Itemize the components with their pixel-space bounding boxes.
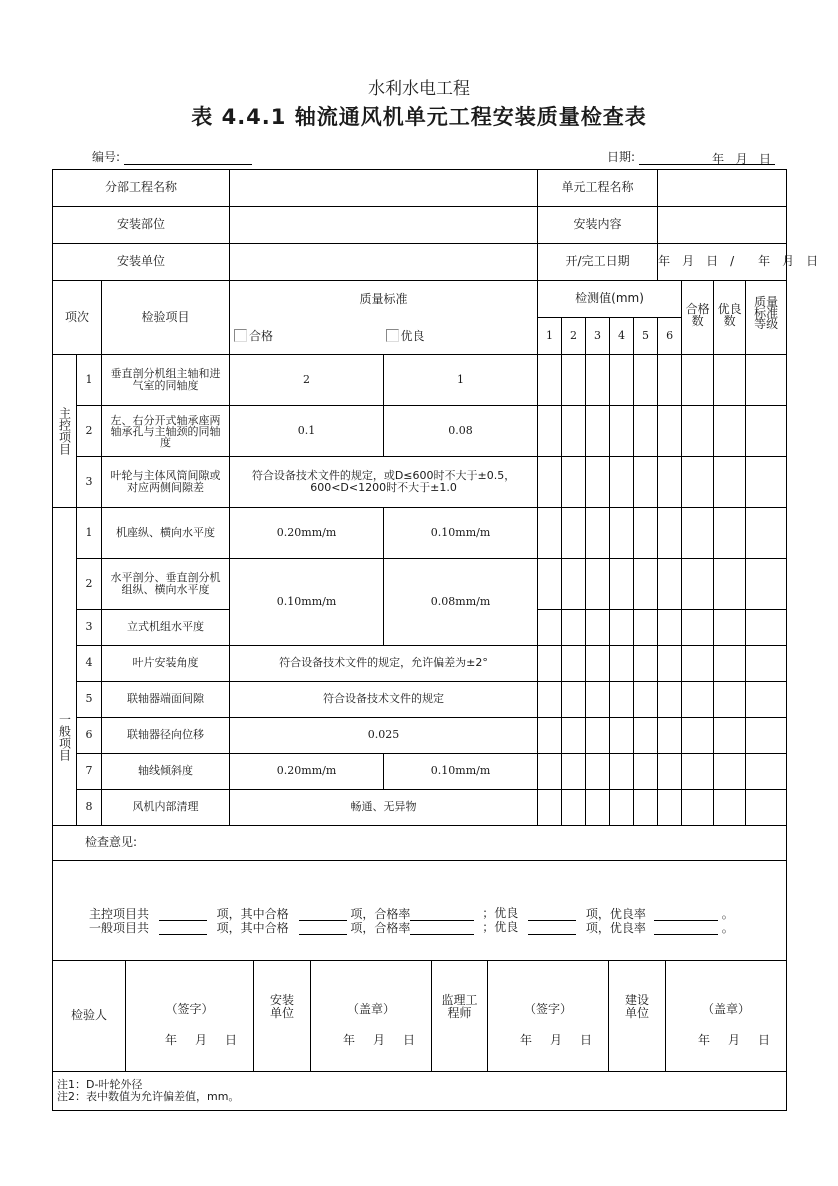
table-row bbox=[53, 754, 787, 790]
main-control-group-label: 主控项目 bbox=[53, 355, 77, 508]
supervisor-date: 年 月 日 bbox=[519, 1033, 592, 1047]
division-name-label: 分部工程名称 bbox=[53, 170, 230, 207]
owner-unit-label: 建设单位 bbox=[609, 961, 666, 1072]
pass-count-cell[interactable] bbox=[682, 457, 714, 508]
measure-cell[interactable] bbox=[562, 457, 586, 508]
installer-date: 年 月 日 bbox=[342, 1033, 415, 1047]
measure-cell[interactable] bbox=[586, 718, 610, 754]
measure-cell[interactable] bbox=[562, 790, 586, 826]
measure-cell[interactable] bbox=[538, 457, 562, 508]
info-row-division bbox=[53, 170, 787, 207]
pass-count-header: 合格数 bbox=[682, 281, 714, 355]
item-no: 3 bbox=[77, 610, 102, 646]
measure-cell[interactable] bbox=[586, 682, 610, 718]
item-no: 7 bbox=[77, 754, 102, 790]
grade-cell[interactable] bbox=[746, 559, 787, 610]
info-row-installer bbox=[53, 244, 787, 281]
pass-count-cell[interactable] bbox=[682, 559, 714, 610]
measure-cell[interactable] bbox=[538, 355, 562, 406]
grade-cell[interactable] bbox=[746, 610, 787, 646]
table-row bbox=[53, 559, 787, 610]
measure-col-3: 3 bbox=[586, 318, 610, 355]
item-name: 机座纵、横向水平度 bbox=[102, 508, 230, 559]
table-row bbox=[53, 682, 787, 718]
item-name: 垂直剖分机组主轴和进气室的同轴度 bbox=[102, 355, 230, 406]
item-no: 4 bbox=[77, 646, 102, 682]
measure-cell[interactable] bbox=[586, 406, 610, 457]
merged-standard: 符合设备技术文件的规定，或D≤600时不大于±0.5，600<D<1200时不大于±1.0 bbox=[230, 457, 538, 508]
item-no: 2 bbox=[77, 559, 102, 610]
measure-cell[interactable] bbox=[610, 754, 634, 790]
measure-cell[interactable] bbox=[610, 790, 634, 826]
number-input[interactable] bbox=[124, 150, 252, 165]
signature-row bbox=[53, 961, 787, 1072]
good-count-cell[interactable] bbox=[714, 559, 746, 610]
installer-label: 安装单位 bbox=[53, 244, 230, 281]
table-row bbox=[53, 718, 787, 754]
grade-cell[interactable] bbox=[746, 754, 787, 790]
measure-cell[interactable] bbox=[562, 406, 586, 457]
item-name: 立式机组水平度 bbox=[102, 610, 230, 646]
measure-col-1: 1 bbox=[538, 318, 562, 355]
table-row bbox=[53, 790, 787, 826]
good-count-cell[interactable] bbox=[714, 355, 746, 406]
item-header: 检验项目 bbox=[102, 281, 230, 355]
column-header-row-1 bbox=[53, 281, 787, 318]
measure-cell[interactable] bbox=[658, 508, 682, 559]
standard-header: 质量标准 bbox=[230, 281, 538, 318]
measure-cell[interactable] bbox=[658, 610, 682, 646]
item-no: 8 bbox=[77, 790, 102, 826]
merged-standard: 0.025 bbox=[230, 718, 538, 754]
pass-count-cell[interactable] bbox=[682, 718, 714, 754]
number-label: 编号: bbox=[92, 150, 121, 164]
unit-name-label: 单元工程名称 bbox=[538, 170, 658, 207]
measure-cell[interactable] bbox=[538, 718, 562, 754]
measure-cell[interactable] bbox=[538, 682, 562, 718]
measure-col-4: 4 bbox=[610, 318, 634, 355]
good-standard: 0.08 bbox=[384, 406, 538, 457]
good-count-header: 优良数 bbox=[714, 281, 746, 355]
item-no: 2 bbox=[77, 406, 102, 457]
owner-date: 年 月 日 bbox=[697, 1033, 770, 1047]
measure-col-5: 5 bbox=[634, 318, 658, 355]
main-pass-rate-input[interactable] bbox=[410, 907, 474, 921]
date-label: 日期: bbox=[607, 150, 636, 164]
measure-cell[interactable] bbox=[562, 559, 586, 610]
grade-cell[interactable] bbox=[746, 790, 787, 826]
summary-row bbox=[53, 861, 787, 961]
measure-cell[interactable] bbox=[562, 718, 586, 754]
measure-cell[interactable] bbox=[562, 355, 586, 406]
good-count-cell[interactable] bbox=[714, 718, 746, 754]
measure-cell[interactable] bbox=[586, 559, 610, 610]
pass-standard: 0.10mm/m bbox=[230, 559, 384, 646]
start-end-date-value[interactable]: 年 月 日 / 年 月 日 bbox=[658, 244, 787, 281]
good-standard: 0.10mm/m bbox=[384, 754, 538, 790]
measure-cell[interactable] bbox=[586, 754, 610, 790]
good-count-cell[interactable] bbox=[714, 508, 746, 559]
signature-table bbox=[52, 960, 787, 1111]
good-count-cell[interactable] bbox=[714, 610, 746, 646]
item-no: 5 bbox=[77, 682, 102, 718]
pass-checkbox[interactable] bbox=[234, 329, 247, 342]
good-count-cell[interactable] bbox=[714, 682, 746, 718]
measure-cell[interactable] bbox=[586, 355, 610, 406]
measure-cell[interactable] bbox=[658, 457, 682, 508]
item-name: 联轴器径向位移 bbox=[102, 718, 230, 754]
pass-count-cell[interactable] bbox=[682, 508, 714, 559]
pass-standard: 0.20mm/m bbox=[230, 754, 384, 790]
pass-option[interactable]: 合格 bbox=[230, 318, 384, 355]
measure-cell[interactable] bbox=[658, 754, 682, 790]
pass-count-cell[interactable] bbox=[682, 355, 714, 406]
good-standard: 0.08mm/m bbox=[384, 559, 538, 646]
owner-seal-cell[interactable]: （盖章） 年 月 日 bbox=[666, 961, 787, 1072]
good-count-cell[interactable] bbox=[714, 790, 746, 826]
measure-cell[interactable] bbox=[634, 406, 658, 457]
measure-cell[interactable] bbox=[610, 559, 634, 610]
grade-cell[interactable] bbox=[746, 718, 787, 754]
date-input[interactable]: 年 月 日 bbox=[639, 150, 775, 165]
measure-cell[interactable] bbox=[538, 508, 562, 559]
item-name: 联轴器端面间隙 bbox=[102, 682, 230, 718]
measure-cell[interactable] bbox=[562, 508, 586, 559]
item-name: 叶片安装角度 bbox=[102, 646, 230, 682]
notes-cell bbox=[53, 1072, 787, 1111]
pass-count-cell[interactable] bbox=[682, 406, 714, 457]
installer-unit-label: 安装单位 bbox=[254, 961, 311, 1072]
main-total-input[interactable] bbox=[159, 907, 207, 921]
grade-header: 质量标准等级 bbox=[746, 281, 787, 355]
measure-col-6: 6 bbox=[658, 318, 682, 355]
good-standard: 0.10mm/m bbox=[384, 508, 538, 559]
measured-header: 检测值(mm) bbox=[538, 281, 682, 318]
measure-cell[interactable] bbox=[586, 646, 610, 682]
good-count-cell[interactable] bbox=[714, 646, 746, 682]
general-good-rate-input[interactable] bbox=[654, 921, 718, 935]
measure-cell[interactable] bbox=[562, 682, 586, 718]
number-field bbox=[92, 148, 252, 165]
table-row bbox=[53, 457, 787, 508]
item-name: 左、右分开式轴承座两轴承孔与主轴颈的同轴度 bbox=[102, 406, 230, 457]
item-no: 6 bbox=[77, 718, 102, 754]
general-good-input[interactable] bbox=[528, 921, 576, 935]
measure-cell[interactable] bbox=[538, 790, 562, 826]
inspector-sign-cell[interactable]: （签字） 年 月 日 bbox=[126, 961, 254, 1072]
merged-standard: 畅通、无异物 bbox=[230, 790, 538, 826]
note-2: 注2：表中数值为允许偏差值，mm。 bbox=[57, 1090, 240, 1103]
item-name: 水平剖分、垂直剖分机组纵、横向水平度 bbox=[102, 559, 230, 610]
grade-cell[interactable] bbox=[746, 646, 787, 682]
measure-cell[interactable] bbox=[562, 646, 586, 682]
measure-cell[interactable] bbox=[658, 406, 682, 457]
content-value[interactable] bbox=[658, 207, 787, 244]
measure-col-2: 2 bbox=[562, 318, 586, 355]
measure-cell[interactable] bbox=[562, 754, 586, 790]
summary-cell bbox=[53, 861, 787, 961]
measure-cell[interactable] bbox=[658, 646, 682, 682]
item-name: 轴线倾斜度 bbox=[102, 754, 230, 790]
table-row bbox=[53, 355, 787, 406]
notes-row bbox=[53, 1072, 787, 1111]
info-row-location bbox=[53, 207, 787, 244]
measure-cell[interactable] bbox=[634, 718, 658, 754]
good-standard: 1 bbox=[384, 355, 538, 406]
item-name: 风机内部清理 bbox=[102, 790, 230, 826]
measure-cell[interactable] bbox=[610, 646, 634, 682]
measure-cell[interactable] bbox=[610, 718, 634, 754]
measure-cell[interactable] bbox=[586, 508, 610, 559]
merged-standard: 符合设备技术文件的规定 bbox=[230, 682, 538, 718]
grade-cell[interactable] bbox=[746, 406, 787, 457]
unit-name-value[interactable] bbox=[658, 170, 787, 207]
measure-cell[interactable] bbox=[562, 610, 586, 646]
document-title: 表 4.4.1 轴流通风机单元工程安装质量检查表 bbox=[191, 105, 647, 129]
pass-count-cell[interactable] bbox=[682, 754, 714, 790]
measure-cell[interactable] bbox=[634, 508, 658, 559]
pass-standard: 0.20mm/m bbox=[230, 508, 384, 559]
installer-seal-cell[interactable]: （盖章） 年 月 日 bbox=[311, 961, 432, 1072]
good-count-cell[interactable] bbox=[714, 754, 746, 790]
general-group-label: 一般项目 bbox=[53, 508, 77, 826]
measure-cell[interactable] bbox=[634, 610, 658, 646]
content-label: 安装内容 bbox=[538, 207, 658, 244]
measure-cell[interactable] bbox=[610, 406, 634, 457]
grade-cell[interactable] bbox=[746, 682, 787, 718]
pass-count-cell[interactable] bbox=[682, 682, 714, 718]
measure-cell[interactable] bbox=[610, 610, 634, 646]
measure-cell[interactable] bbox=[634, 682, 658, 718]
main-good-rate-input[interactable] bbox=[654, 907, 718, 921]
measure-cell[interactable] bbox=[538, 754, 562, 790]
measure-cell[interactable] bbox=[658, 790, 682, 826]
grade-cell[interactable] bbox=[746, 355, 787, 406]
measure-cell[interactable] bbox=[658, 355, 682, 406]
item-no: 1 bbox=[77, 355, 102, 406]
general-pass-input[interactable] bbox=[299, 921, 347, 935]
good-checkbox[interactable] bbox=[386, 329, 399, 342]
main-pass-input[interactable] bbox=[299, 907, 347, 921]
inspection-table bbox=[52, 169, 819, 961]
measure-cell[interactable] bbox=[634, 457, 658, 508]
start-end-date-label: 开/完工日期 bbox=[538, 244, 658, 281]
division-name-value[interactable] bbox=[230, 170, 538, 207]
measure-cell[interactable] bbox=[538, 406, 562, 457]
opinion-label: 检查意见: bbox=[53, 826, 787, 861]
good-option[interactable]: 优良 bbox=[384, 318, 538, 355]
good-count-cell[interactable] bbox=[714, 457, 746, 508]
table-row bbox=[53, 646, 787, 682]
measure-cell[interactable] bbox=[634, 646, 658, 682]
measure-cell[interactable] bbox=[634, 559, 658, 610]
measure-cell[interactable] bbox=[634, 355, 658, 406]
measure-cell[interactable] bbox=[586, 457, 610, 508]
pass-count-cell[interactable] bbox=[682, 610, 714, 646]
general-summary: 一般项目共 项，其中合格 项，合格率 ；优良 项，优良率 。 bbox=[89, 920, 734, 935]
inspector-label: 检验人 bbox=[53, 961, 126, 1072]
pass-standard: 2 bbox=[230, 355, 384, 406]
good-count-cell[interactable] bbox=[714, 406, 746, 457]
pass-count-cell[interactable] bbox=[682, 646, 714, 682]
date-field bbox=[607, 148, 775, 165]
grade-cell[interactable] bbox=[746, 457, 787, 508]
measure-cell[interactable] bbox=[610, 355, 634, 406]
table-row bbox=[53, 508, 787, 559]
main-good-input[interactable] bbox=[528, 907, 576, 921]
measure-cell[interactable] bbox=[610, 682, 634, 718]
measure-cell[interactable] bbox=[538, 559, 562, 610]
item-no: 3 bbox=[77, 457, 102, 508]
measure-cell[interactable] bbox=[610, 508, 634, 559]
location-label: 安装部位 bbox=[53, 207, 230, 244]
pass-count-cell[interactable] bbox=[682, 790, 714, 826]
supervisor-label: 监理工程师 bbox=[432, 961, 488, 1072]
opinion-row bbox=[53, 826, 787, 861]
measure-cell[interactable] bbox=[658, 718, 682, 754]
supervisor-sign-cell[interactable]: （签字） 年 月 日 bbox=[488, 961, 609, 1072]
inspector-date: 年 月 日 bbox=[164, 1033, 237, 1047]
measure-cell[interactable] bbox=[538, 646, 562, 682]
measure-cell[interactable] bbox=[658, 559, 682, 610]
measure-cell[interactable] bbox=[586, 610, 610, 646]
grade-cell[interactable] bbox=[746, 508, 787, 559]
item-no: 1 bbox=[77, 508, 102, 559]
installer-value[interactable] bbox=[230, 244, 538, 281]
measure-cell[interactable] bbox=[538, 610, 562, 646]
table-row bbox=[53, 406, 787, 457]
document-subtitle: 水利水电工程 bbox=[368, 79, 470, 99]
measure-cell[interactable] bbox=[634, 790, 658, 826]
pass-standard: 0.1 bbox=[230, 406, 384, 457]
seq-header: 项次 bbox=[53, 281, 102, 355]
main-control-summary: 主控项目共 项，其中合格 项，合格率 ；优良 项，优良率 。 bbox=[89, 906, 734, 921]
location-value[interactable] bbox=[230, 207, 538, 244]
measure-cell[interactable] bbox=[610, 457, 634, 508]
note-1: 注1：D-叶轮外径 bbox=[57, 1077, 143, 1091]
item-name: 叶轮与主体风筒间隙或对应两侧间隙差 bbox=[102, 457, 230, 508]
measure-cell[interactable] bbox=[658, 682, 682, 718]
general-pass-rate-input[interactable] bbox=[410, 921, 474, 935]
measure-cell[interactable] bbox=[634, 754, 658, 790]
merged-standard: 符合设备技术文件的规定，允许偏差为±2° bbox=[230, 646, 538, 682]
general-total-input[interactable] bbox=[159, 921, 207, 935]
measure-cell[interactable] bbox=[586, 790, 610, 826]
